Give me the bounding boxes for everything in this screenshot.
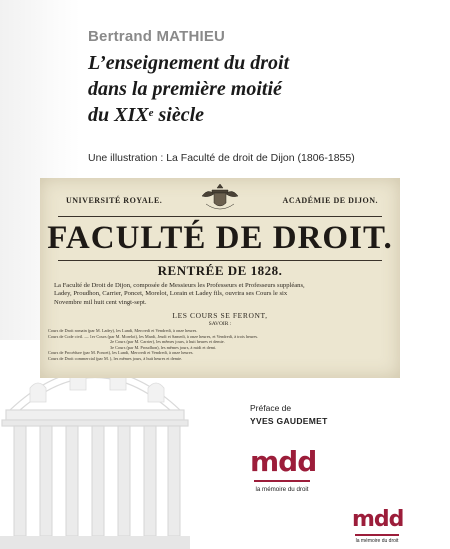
author-name: Bertrand MATHIEU — [88, 28, 226, 45]
poster-course-line: Cours de Droit romain (par M. Ladey), les Lundi, Mercredi et Vendredi, à onze heures. — [48, 328, 198, 333]
publisher-tagline: la mémoire du droit — [355, 538, 399, 544]
publisher-tagline: la mémoire du droit — [255, 486, 309, 493]
poster-paragraph-line: Novembre mil huit cent vingt-sept. — [54, 298, 147, 306]
poster-course-line: Cours de Code civil. — 1er Cours (par M. Morelot), les Mardi, Jeudi et Samedi, à onze heures, et Vendredi, à trois heures. — [48, 333, 259, 339]
poster-course-line: 2e Cours (par M. Carrier), les mêmes jours, à huit heures et demie. — [110, 339, 225, 345]
poster-heading: FACULTÉ DE DROIT. — [47, 220, 393, 256]
publisher-logo-mark: mdd — [352, 507, 404, 532]
preface-author: YVES GAUDEMET — [250, 416, 328, 426]
title-line-2: dans la première moitié — [88, 78, 282, 100]
book-title — [88, 50, 408, 128]
title-siecle: siècle — [153, 104, 205, 126]
royal-crest-icon — [198, 182, 242, 212]
poster-course-line: Cours de Droit commercial (par M. ), les mêmes jours, à huit heures et demie. — [48, 355, 183, 361]
poster-paragraph-line: La Faculté de Droit de Dijon, composée de Messieurs les Professeurs et Professeurs suppléans, — [54, 282, 305, 289]
poster-savoir: SAVOIR : — [208, 321, 232, 327]
preface-label: Préface de — [250, 403, 292, 413]
poster-course-line: 3e Cours (par M. Proudhon), les mêmes jours, à midi et demi. — [110, 344, 217, 350]
title-line-3 — [88, 102, 408, 128]
poster-rentree: RENTRÉE DE 1828. — [157, 263, 283, 278]
publisher-logo-bar — [254, 480, 310, 482]
poster-course-line: Cours de Procédure (par M. Poncet), les Lundi, Mercredi et Vendredi, à onze heures. — [48, 350, 194, 356]
poster-rule — [58, 260, 382, 261]
publisher-logo-mark: mdd — [250, 445, 317, 478]
poster-paragraph — [54, 282, 388, 307]
historical-poster-image — [40, 178, 400, 378]
poster-paragraph-line: Ladey, Proudhon, Carrier, Poncet, Morelot, Lorain et Ladey fils, ouvrira ses Cours le six — [54, 290, 288, 298]
publisher-logo — [250, 445, 317, 499]
title-century-superscript: e — [148, 107, 154, 119]
poster-cours-heading: LES COURS SE FERONT, — [172, 311, 268, 320]
book-subtitle: Une illustration : La Faculté de droit de Dijon (1806-1855) — [88, 152, 355, 164]
publisher-logo-small — [352, 508, 402, 548]
poster-course-list — [48, 328, 392, 362]
title-line-1: L’enseignement du droit — [88, 52, 290, 74]
publisher-logo-bar — [355, 534, 399, 536]
poster-universite: UNIVERSITÉ ROYALE. — [66, 196, 163, 205]
title-century: du XIX — [88, 104, 149, 126]
poster-rule — [58, 216, 382, 217]
poster-academie: ACADÉMIE DE DIJON. — [282, 196, 378, 205]
